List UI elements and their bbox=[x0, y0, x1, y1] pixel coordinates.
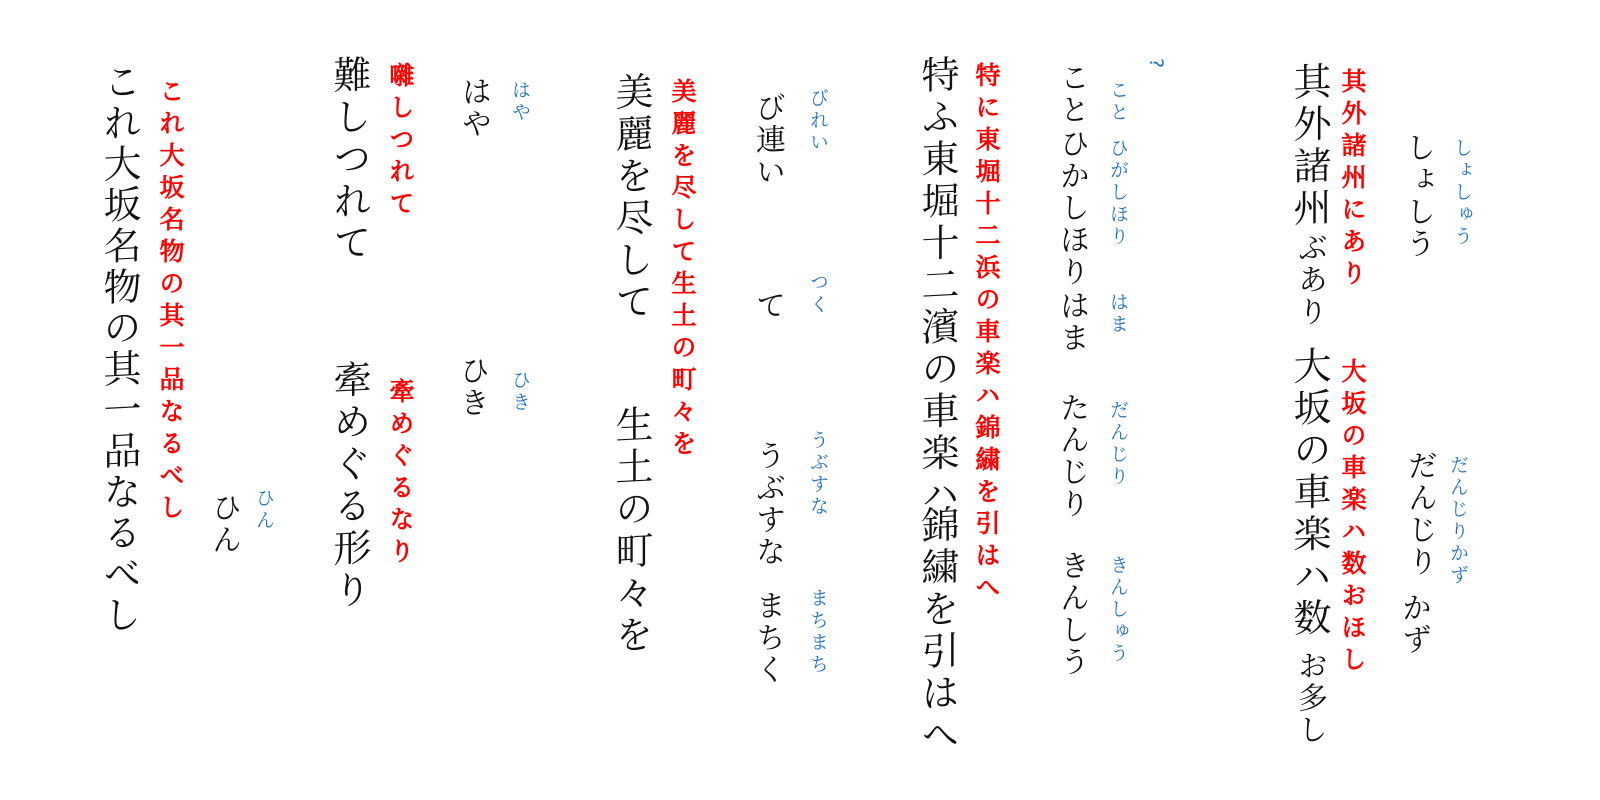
ruby-ubusuna: うぶすな bbox=[807, 430, 829, 518]
handwriting-ruby-hama: はま bbox=[1054, 289, 1089, 355]
main-line-4b: 牽めぐるなり bbox=[386, 378, 415, 570]
ruby-question: ? bbox=[1145, 58, 1167, 72]
ruby-hin: ひん bbox=[253, 488, 275, 532]
handwriting-line-1c: 大坂の車楽ハ数 bbox=[1287, 344, 1331, 642]
main-line-5: これ大坂名物の其一品なるべし bbox=[156, 78, 185, 526]
handwriting-line-3b: 生土の町々を bbox=[609, 403, 653, 659]
handwriting-line-4a: 難しつれて bbox=[327, 53, 371, 267]
handwriting-line-1a: 其外諸州 bbox=[1287, 60, 1331, 232]
ruby-kinshuu: きんしゅう bbox=[1107, 555, 1129, 665]
main-line-4a: 囃しつれて bbox=[386, 62, 415, 222]
handwriting-ruby-machimachi: まちく bbox=[750, 589, 785, 687]
handwriting-ruby-koto: こと bbox=[1054, 61, 1089, 127]
ruby-danjiri-2: だんじり bbox=[1107, 400, 1129, 488]
ruby-tsuku: つく bbox=[807, 272, 829, 316]
ruby-higashihori: ひがしほり bbox=[1107, 138, 1129, 248]
handwriting-line-2b: 錦繍を引はへ bbox=[915, 503, 959, 759]
ruby-birei: びれい bbox=[807, 88, 829, 154]
handwriting-ruby-ubusuna: うぶすな bbox=[750, 439, 785, 569]
main-line-2: 特に東堀十二浜の車楽ハ錦繍を引はへ bbox=[972, 62, 1001, 606]
handwriting-ruby-danjiri-2: たんじり bbox=[1054, 391, 1089, 521]
main-line-1b: 大坂の車楽ハ数おほし bbox=[1338, 358, 1367, 678]
ruby-koto: こと bbox=[1107, 80, 1129, 124]
ruby-shoshuu: しょしゅう bbox=[1451, 138, 1473, 248]
handwriting-ruby-shoshuu: しょしう bbox=[1400, 131, 1435, 261]
handwriting-ruby-haya: はや bbox=[456, 75, 491, 141]
ruby-danjiri-kazu: だんじりかず bbox=[1447, 455, 1469, 587]
handwriting-ruby-kazu: かず bbox=[1396, 591, 1431, 657]
handwriting-ruby-hin: ひん bbox=[206, 491, 241, 557]
handwriting-line-5: これ大坂名物の其一品なるべし bbox=[97, 60, 141, 638]
main-line-1a: 其外諸州にあり bbox=[1338, 68, 1367, 292]
handwriting-ruby-tsuku: て bbox=[750, 289, 785, 323]
ruby-hama: はま bbox=[1107, 292, 1129, 336]
handwriting-ruby-birei: び連い bbox=[750, 91, 785, 189]
handwriting-line-2a: 特ふ東堀十二濱の車楽ハ bbox=[915, 53, 959, 519]
handwriting-line-1d: お多し bbox=[1292, 649, 1327, 747]
handwriting-ruby-kinshuu: きんしう bbox=[1054, 549, 1089, 679]
handwriting-ruby-hiki: ひき bbox=[454, 354, 489, 420]
handwriting-line-1b: ぶあり bbox=[1292, 231, 1327, 329]
handwriting-line-4b: 牽めぐる形り bbox=[327, 358, 371, 614]
handwriting-ruby-danjiri: だんじり bbox=[1402, 449, 1437, 579]
handwriting-ruby-higashihori: ひかしほり bbox=[1054, 127, 1089, 289]
main-line-3: 美麗を尽して生土の町々を bbox=[668, 78, 697, 462]
ruby-haya: はや bbox=[509, 80, 531, 124]
ruby-machimachi: まちまち bbox=[807, 588, 829, 676]
ruby-hiki: ひき bbox=[509, 370, 531, 414]
handwriting-line-3a: 美麗を尽して bbox=[609, 70, 653, 326]
